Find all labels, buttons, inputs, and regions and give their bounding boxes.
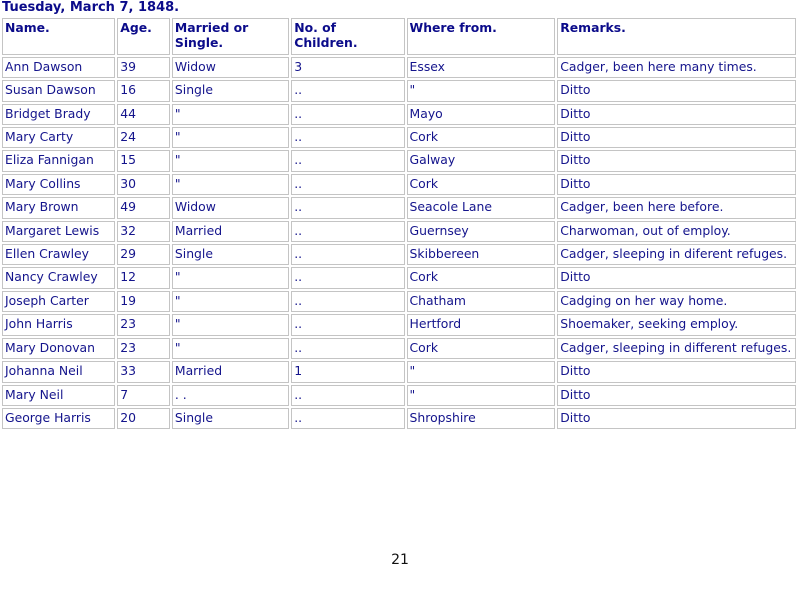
column-header-name: Name.: [2, 18, 115, 55]
cell-age: 39: [117, 57, 170, 78]
page-number: 21: [391, 552, 409, 568]
cell-age: 23: [117, 338, 170, 359]
cell-age: 33: [117, 361, 170, 382]
cell-status: . .: [172, 385, 289, 406]
cell-status: Married: [172, 361, 289, 382]
cell-name: Ann Dawson: [2, 57, 115, 78]
cell-status: Single: [172, 80, 289, 101]
cell-status: Married: [172, 221, 289, 242]
cell-age: 20: [117, 408, 170, 429]
cell-children: ..: [291, 244, 404, 265]
cell-from: Skibbereen: [407, 244, 556, 265]
cell-from: ": [407, 80, 556, 101]
cell-children: ..: [291, 291, 404, 312]
table-row: [2, 244, 796, 265]
register-table: [0, 16, 798, 431]
column-header-children: No. of Children.: [291, 18, 404, 55]
table-row: [2, 57, 796, 78]
table-row: [2, 408, 796, 429]
cell-name: Margaret Lewis: [2, 221, 115, 242]
cell-age: 12: [117, 267, 170, 288]
cell-remarks: Ditto: [557, 150, 796, 171]
cell-age: 30: [117, 174, 170, 195]
page-title: Tuesday, March 7, 1848.: [2, 0, 180, 15]
table-row: [2, 104, 796, 125]
cell-from: ": [407, 361, 556, 382]
cell-name: Joseph Carter: [2, 291, 115, 312]
cell-name: Nancy Crawley: [2, 267, 115, 288]
cell-from: Essex: [407, 57, 556, 78]
cell-from: Cork: [407, 338, 556, 359]
table-row: [2, 221, 796, 242]
cell-from: Seacole Lane: [407, 197, 556, 218]
cell-status: ": [172, 291, 289, 312]
cell-status: ": [172, 267, 289, 288]
cell-name: Mary Neil: [2, 385, 115, 406]
cell-age: 29: [117, 244, 170, 265]
cell-from: Hertford: [407, 314, 556, 335]
cell-children: ..: [291, 150, 404, 171]
cell-from: Shropshire: [407, 408, 556, 429]
cell-from: Cork: [407, 127, 556, 148]
cell-name: Mary Carty: [2, 127, 115, 148]
cell-remarks: Charwoman, out of employ.: [557, 221, 796, 242]
cell-remarks: Cadger, been here many times.: [557, 57, 796, 78]
cell-children: ..: [291, 267, 404, 288]
cell-remarks: Ditto: [557, 174, 796, 195]
cell-remarks: Ditto: [557, 80, 796, 101]
cell-status: ": [172, 104, 289, 125]
cell-status: ": [172, 174, 289, 195]
table-row: [2, 127, 796, 148]
cell-remarks: Ditto: [557, 104, 796, 125]
cell-from: Guernsey: [407, 221, 556, 242]
cell-children: ..: [291, 338, 404, 359]
cell-name: Mary Donovan: [2, 338, 115, 359]
cell-remarks: Shoemaker, seeking employ.: [557, 314, 796, 335]
cell-remarks: Cadger, sleeping in diferent refuges.: [557, 244, 796, 265]
table-row: [2, 314, 796, 335]
cell-remarks: Cadger, sleeping in different refuges.: [557, 338, 796, 359]
cell-status: ": [172, 127, 289, 148]
cell-age: 44: [117, 104, 170, 125]
cell-name: Ellen Crawley: [2, 244, 115, 265]
column-header-remarks: Remarks.: [557, 18, 796, 55]
cell-remarks: Ditto: [557, 385, 796, 406]
table-row: [2, 338, 796, 359]
table-row: [2, 361, 796, 382]
cell-remarks: Ditto: [557, 361, 796, 382]
table-row: [2, 80, 796, 101]
cell-children: ..: [291, 80, 404, 101]
cell-children: 1: [291, 361, 404, 382]
table-row: [2, 174, 796, 195]
table-row: [2, 197, 796, 218]
cell-status: ": [172, 314, 289, 335]
table-row: [2, 150, 796, 171]
cell-age: 23: [117, 314, 170, 335]
table-row: [2, 291, 796, 312]
column-header-status: Married or Single.: [172, 18, 289, 55]
cell-status: Widow: [172, 197, 289, 218]
cell-age: 32: [117, 221, 170, 242]
cell-from: Chatham: [407, 291, 556, 312]
column-header-from: Where from.: [407, 18, 556, 55]
cell-name: Bridget Brady: [2, 104, 115, 125]
cell-remarks: Ditto: [557, 408, 796, 429]
cell-children: ..: [291, 221, 404, 242]
cell-remarks: Cadger, been here before.: [557, 197, 796, 218]
cell-status: ": [172, 150, 289, 171]
cell-from: Mayo: [407, 104, 556, 125]
cell-age: 24: [117, 127, 170, 148]
cell-remarks: Ditto: [557, 267, 796, 288]
cell-from: ": [407, 385, 556, 406]
cell-children: ..: [291, 174, 404, 195]
cell-age: 15: [117, 150, 170, 171]
cell-from: Galway: [407, 150, 556, 171]
cell-name: Mary Collins: [2, 174, 115, 195]
table-row: [2, 267, 796, 288]
cell-children: ..: [291, 314, 404, 335]
cell-from: Cork: [407, 267, 556, 288]
cell-children: 3: [291, 57, 404, 78]
cell-remarks: Ditto: [557, 127, 796, 148]
cell-status: ": [172, 338, 289, 359]
cell-children: ..: [291, 385, 404, 406]
header-row: [2, 18, 796, 55]
cell-name: George Harris: [2, 408, 115, 429]
cell-status: Widow: [172, 57, 289, 78]
cell-remarks: Cadging on her way home.: [557, 291, 796, 312]
cell-status: Single: [172, 244, 289, 265]
cell-age: 19: [117, 291, 170, 312]
cell-children: ..: [291, 127, 404, 148]
cell-from: Cork: [407, 174, 556, 195]
cell-children: ..: [291, 197, 404, 218]
cell-children: ..: [291, 408, 404, 429]
cell-age: 16: [117, 80, 170, 101]
cell-name: Eliza Fannigan: [2, 150, 115, 171]
cell-children: ..: [291, 104, 404, 125]
cell-age: 49: [117, 197, 170, 218]
column-header-age: Age.: [117, 18, 170, 55]
cell-age: 7: [117, 385, 170, 406]
cell-name: Johanna Neil: [2, 361, 115, 382]
table-row: [2, 385, 796, 406]
cell-name: Susan Dawson: [2, 80, 115, 101]
cell-name: Mary Brown: [2, 197, 115, 218]
cell-name: John Harris: [2, 314, 115, 335]
cell-status: Single: [172, 408, 289, 429]
